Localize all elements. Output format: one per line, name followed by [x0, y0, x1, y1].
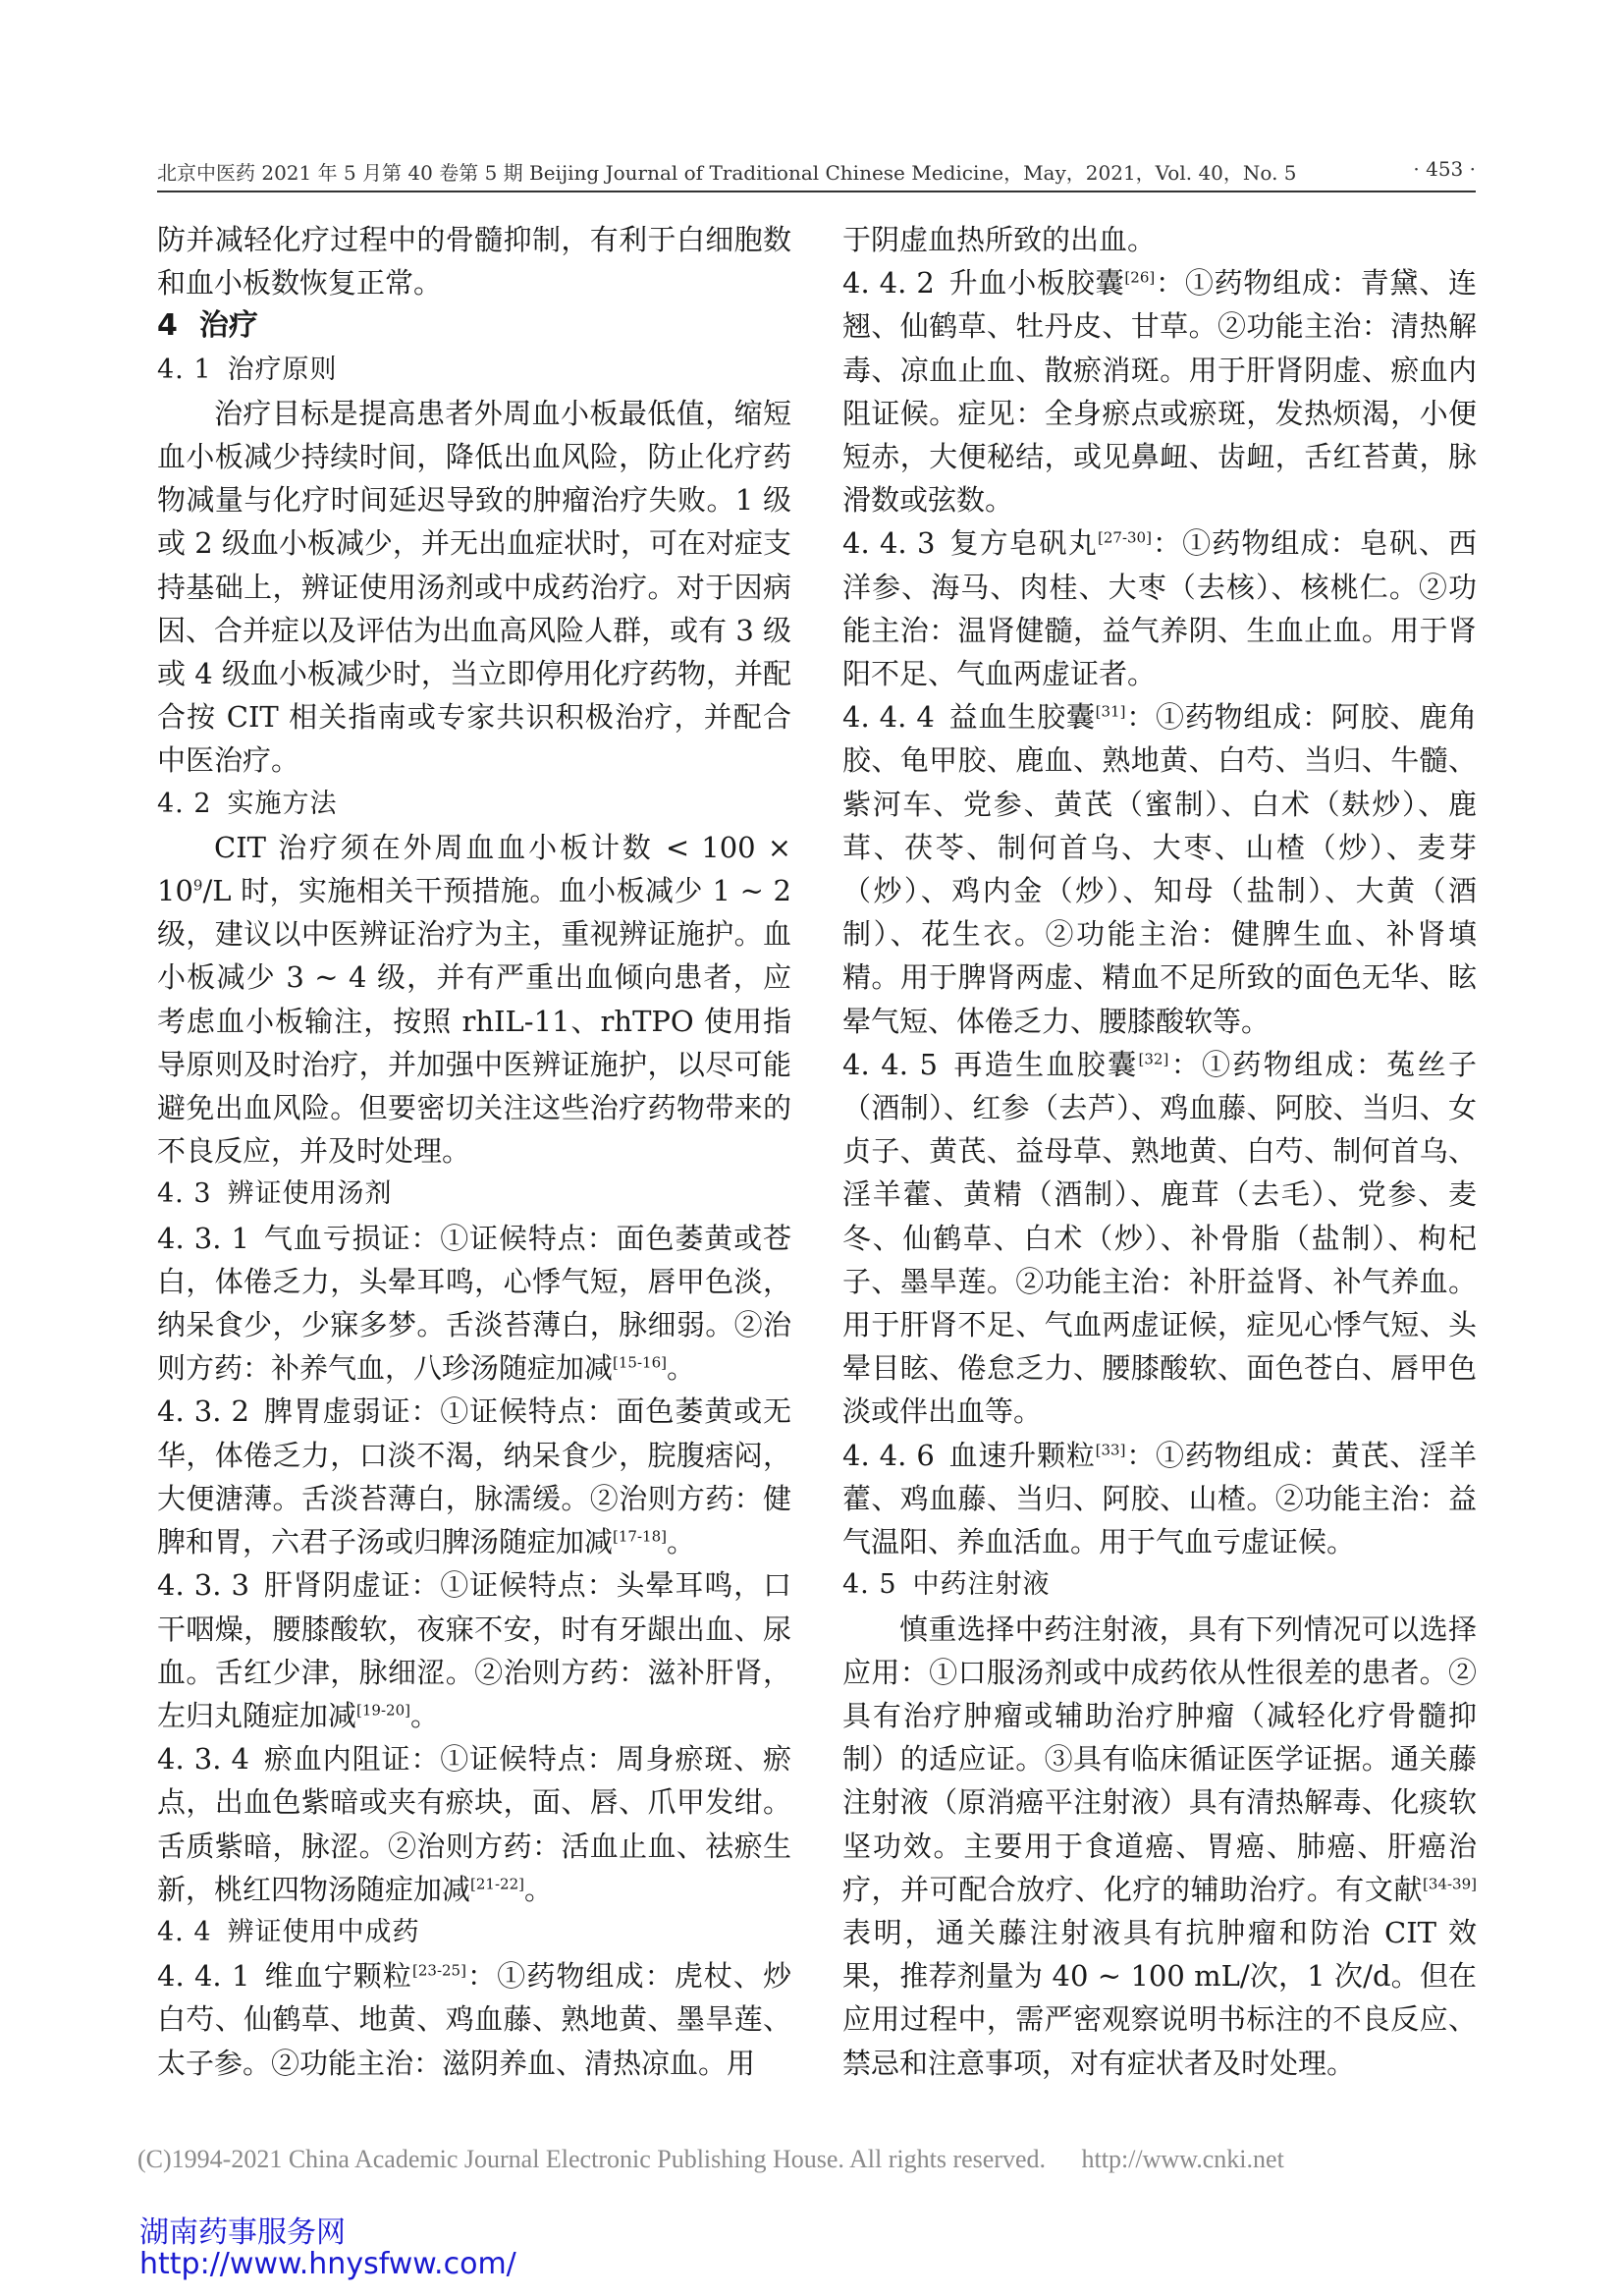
item-4-3-4: 4. 3. 4 瘀血内阻证：①证候特点：周身瘀斑、瘀点，出血色紫暗或夹有瘀块，面、唇、爪甲发绀。舌质紫暗，脉涩。②治则方药：活血止血、祛瘀生新，桃红四物汤随症加减[21-22]。	[157, 1742, 791, 1906]
paragraph: 于阴虚血热所致的出血。	[842, 223, 1157, 256]
paragraph: 治疗目标是提高患者外周血小板最低值，缩短血小板减少持续时间，降低出血风险，防止化疗药物减量与化疗时间延迟导致的肿瘤治疗失败。1 级或 2 级血小板减少，并无出血症状时，可在对症支持基础上，辨证使用汤剂或中成药治疗。对于因病因、合并症以及评估为出血高风险人群，或有 3 级或 4 级血小板减少时，当立即停用化疗药物，并配合按 CIT 相关指南或专家共识积极治疗，并配合中医治疗。	[157, 396, 791, 778]
citation-ref[interactable]: [27-30]	[1098, 528, 1152, 547]
subsection-heading-4-4: 4. 4 辨证使用中成药	[157, 1916, 420, 1947]
citation-ref[interactable]: [33]	[1095, 1441, 1126, 1459]
item-4-4-5: 4. 4. 5 再造生血胶囊[32]：①药物组成：菟丝子（酒制）、红参（去芦）、鸡血藤、阿胶、当归、女贞子、黄芪、益母草、熟地黄、白芍、制何首乌、淫羊藿、黄精（酒制）、鹿茸（去毛）、党参、麦冬、仙鹤草、白术（炒）、补骨脂（盐制）、枸杞子、墨旱莲。②功能主治：补肝益肾、补气养血。用于肝肾不足、气血两虚证候，症见心悸气短、头晕目眩、倦怠乏力、腰膝酸软、面色苍白、唇甲色淡或伴出血等。	[842, 1047, 1477, 1429]
item-4-4-3: 4. 4. 3 复方皂矾丸[27-30]：①药物组成：皂矾、西洋参、海马、肉桂、大枣（去核）、核桃仁。②功能主治：温肾健髓，益气养阴、生血止血。用于肾阳不足、气血两虚证者。	[842, 526, 1477, 691]
copyright-footer	[137, 2145, 1284, 2174]
section-heading-4: 4 治疗	[157, 308, 258, 344]
paragraph: CIT 治疗须在外周血血小板计数 < $100 \times 10^9/L$ 时，实施相关干预措施。血小板减少 1 ~ 2 级，建议以中医辨证治疗为主，重视辨证施护。血小板减少 3 ~ 4 级，并有严重出血倾向患者，应考虑血小板输注，按照 rhIL-11、rhTPO 使用指导原则及时治疗，并加强中医辨证施护，以尽可能避免出血风险。但要密切关注这些治疗药物带来的不良反应，并及时处理。	[157, 830, 791, 1169]
watermark-site-name: 湖南药事服务网	[139, 2215, 346, 2250]
page-number: · 453 ·	[1413, 157, 1476, 181]
header-rule	[157, 191, 1476, 192]
subsection-heading-4-2: 4. 2 实施方法	[157, 788, 338, 819]
paragraph: 慎重选择中药注射液，具有下列情况可以选择应用：①口服汤剂或中成药依从性很差的患者。②具有治疗肿瘤或辅助治疗肿瘤（减轻化疗骨髓抑制）的适应证。③具有临床循证医学证据。通关藤注射液（原消癌平注射液）具有清热解毒、化痰软坚功效。主要用于食道癌、胃癌、肺癌、肝癌治疗，并可配合放疗、化疗的辅助治疗。有文献[34-39]表明，通关藤注射液具有抗肿瘤和防治 CIT 效果，推荐剂量为 40 ~ 100 mL/次，1 次/d。但在应用过程中，需严密观察说明书标注的不良反应、禁忌和注意事项，对有症状者及时处理。	[842, 1612, 1477, 2080]
subsection-heading-4-3: 4. 3 辨证使用汤剂	[157, 1178, 393, 1210]
citation-ref[interactable]: [34-39]	[1423, 1875, 1477, 1893]
watermark-site-url[interactable]: http://www.hnysfww.com/	[139, 2247, 516, 2281]
citation-ref[interactable]: [17-18]	[613, 1527, 667, 1546]
item-4-4-4: 4. 4. 4 益血生胶囊[31]：①药物组成：阿胶、鹿角胶、龟甲胶、鹿血、熟地黄、白芍、当归、牛髓、紫河车、党参、黄芪（蜜制）、白术（麸炒）、鹿茸、茯苓、制何首乌、大枣、山楂（炒）、麦芽（炒）、鸡内金（炒）、知母（盐制）、大黄（酒制）、花生衣。②功能主治：健脾生血、补肾填精。用于脾肾两虚、精血不足所致的面色无华、眩晕气短、体倦乏力、腰膝酸软等。	[842, 700, 1477, 1038]
cnki-link[interactable]: http://www.cnki.net	[1081, 2145, 1284, 2173]
copyright-text: (C)1994-2021 China Academic Journal Electronic Publishing House. All rights reserved.	[137, 2145, 1046, 2173]
paragraph: 防并减轻化疗过程中的骨髓抑制，有利于白细胞数和血小板数恢复正常。	[157, 223, 791, 301]
citation-ref[interactable]: [32]	[1138, 1050, 1169, 1068]
running-header	[157, 157, 1476, 192]
subsection-heading-4-1: 4. 1 治疗原则	[157, 354, 338, 385]
citation-ref[interactable]: [19-20]	[356, 1701, 410, 1720]
citation-ref[interactable]: [23-25]	[412, 1961, 466, 1980]
right-column	[842, 218, 1477, 2085]
citation-ref[interactable]: [21-22]	[470, 1875, 524, 1893]
left-column	[157, 218, 791, 2085]
item-4-4-2: 4. 4. 2 升血小板胶囊[26]：①药物组成：青黛、连翘、仙鹤草、牡丹皮、甘草。②功能主治：清热解毒、凉血止血、散瘀消斑。用于肝肾阴虚、瘀血内阻证候。症见：全身瘀点或瘀斑，发热烦渴，小便短赤，大便秘结，或见鼻衄、齿衄，舌红苔黄，脉滑数或弦数。	[842, 266, 1477, 518]
citation-ref[interactable]: [15-16]	[613, 1353, 667, 1372]
journal-citation: 北京中医药 2021 年 5 月第 40 卷第 5 期 Beijing Journal of Traditional Chinese Medicine，May，2021，Vol. 40，No. 5	[157, 161, 1297, 185]
citation-ref[interactable]: [31]	[1095, 702, 1126, 721]
item-4-4-6: 4. 4. 6 血速升颗粒[33]：①药物组成：黄芪、淫羊藿、鸡血藤、当归、阿胶、山楂。②功能主治：益气温阳、养血活血。用于气血亏虚证候。	[842, 1438, 1477, 1559]
item-4-4-1: 4. 4. 1 维血宁颗粒[23-25]：①药物组成：虎杖、炒白芍、仙鹤草、地黄、鸡血藤、熟地黄、墨旱莲、太子参。②功能主治：滋阴养血、清热凉血。用	[157, 1959, 791, 2080]
item-4-3-2: 4. 3. 2 脾胃虚弱证：①证候特点：面色萎黄或无华，体倦乏力，口淡不渴，纳呆食少，脘腹痞闷，大便溏薄。舌淡苔薄白，脉濡缓。②治则方药：健脾和胃，六君子汤或归脾汤随症加减[17-18]。	[157, 1394, 791, 1559]
subsection-heading-4-5: 4. 5 中药注射液	[842, 1569, 1051, 1601]
item-4-3-3: 4. 3. 3 肝肾阴虚证：①证候特点：头晕耳鸣，口干咽燥，腰膝酸软，夜寐不安，时有牙龈出血、尿血。舌红少津，脉细涩。②治则方药：滋补肝肾，左归丸随症加减[19-20]。	[157, 1568, 791, 1732]
item-4-3-1: 4. 3. 1 气血亏损证：①证候特点：面色萎黄或苍白，体倦乏力，头晕耳鸣，心悸气短，唇甲色淡，纳呆食少，少寐多梦。舌淡苔薄白，脉细弱。②治则方药：补养气血，八珍汤随症加减[15-16]。	[157, 1221, 791, 1386]
citation-ref[interactable]: [26]	[1124, 268, 1156, 287]
